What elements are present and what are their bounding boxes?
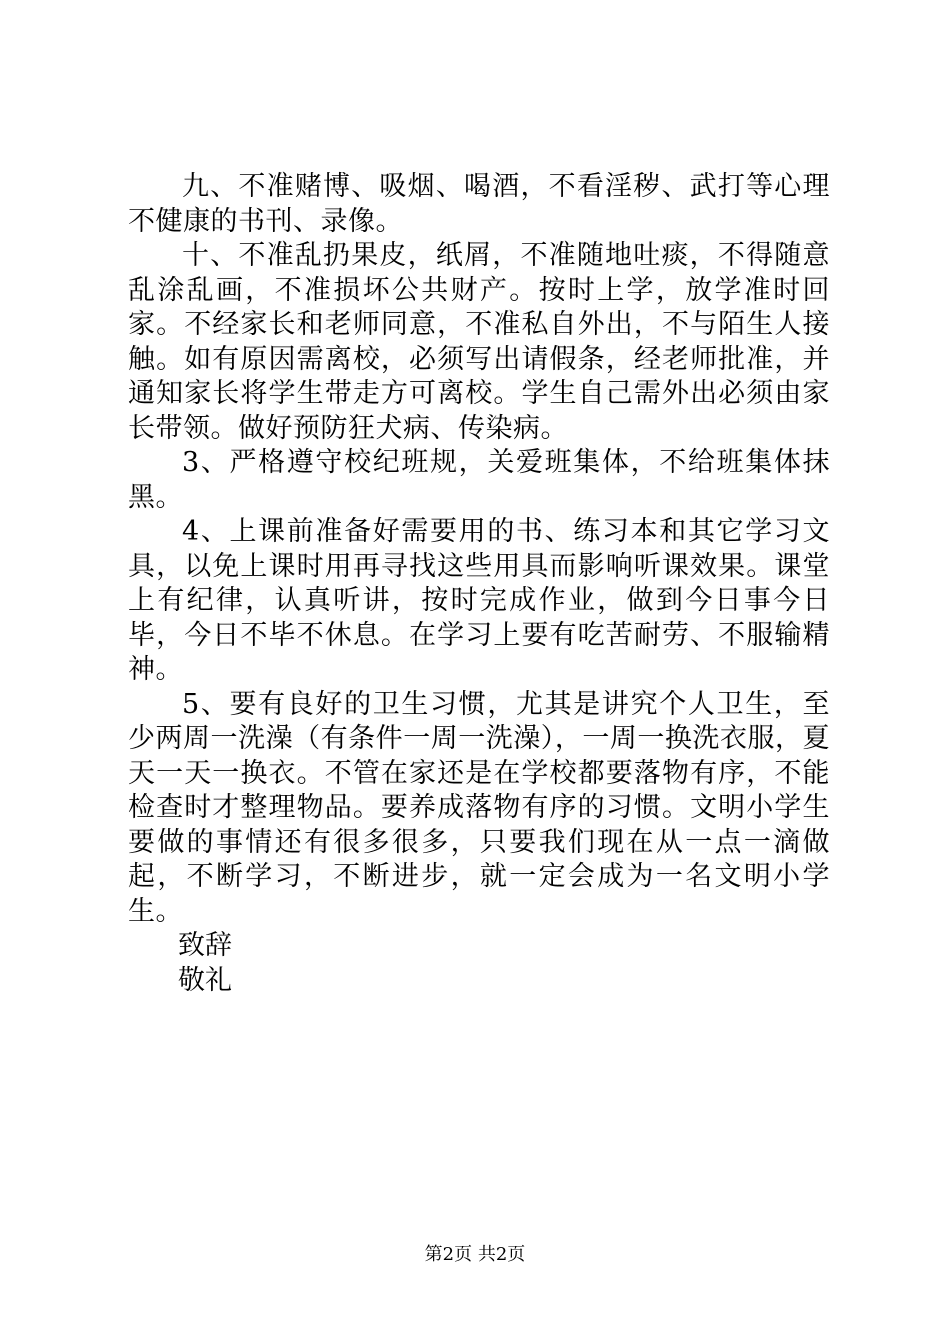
closing-line-2: 敬礼 [178,964,232,996]
paragraph-rule-9: 九、不准赌博、吸烟、喝酒，不看淫秽、武打等心理不健康的书刊、录像。 [128,171,830,237]
paragraph-rule-10: 十、不准乱扔果皮，纸屑，不准随地吐痰，不得随意乱涂乱画，不准损坏公共财产。按时上学，放学准时回家。不经家长和老师同意，不准私自外出，不与陌生人接触。如有原因需离校，必须写出请假条，经老师批准，并通知家长将学生带走方可离校。学生自己需外出必须由家长带领。做好预防狂犬病、传染病。 [128,240,830,444]
closing-line-1: 致辞 [178,930,232,961]
paragraph-item-5: 5、要有良好的卫生习惯，尤其是讲究个人卫生，至少两周一洗澡（有条件一周一洗澡），一周一换洗衣服，夏天一天一换衣。不管在家还是在学校都要落物有序，不能检查时才整理物品。要养成落物有序的习惯。文明小学生要做的事情还有很多很多，只要我们现在从一点一滴做起，不断学习，不断进步，就一定会成为一名文明小学生。 [128,688,830,927]
paragraph-item-3: 3、严格遵守校纪班规，关爱班集体，不给班集体抹黑。 [128,447,830,513]
paragraph-item-4: 4、上课前准备好需要用的书、练习本和其它学习文具，以免上课时用再寻找这些用具而影响听课效果。课堂上有纪律，认真听讲，按时完成作业，做到今日事今日毕，今日不毕不休息。在学习上要有吃苦耐劳、不服输精神。 [128,516,830,685]
document-body [128,170,830,998]
page-footer: 第2页 共2页 [424,1244,526,1265]
